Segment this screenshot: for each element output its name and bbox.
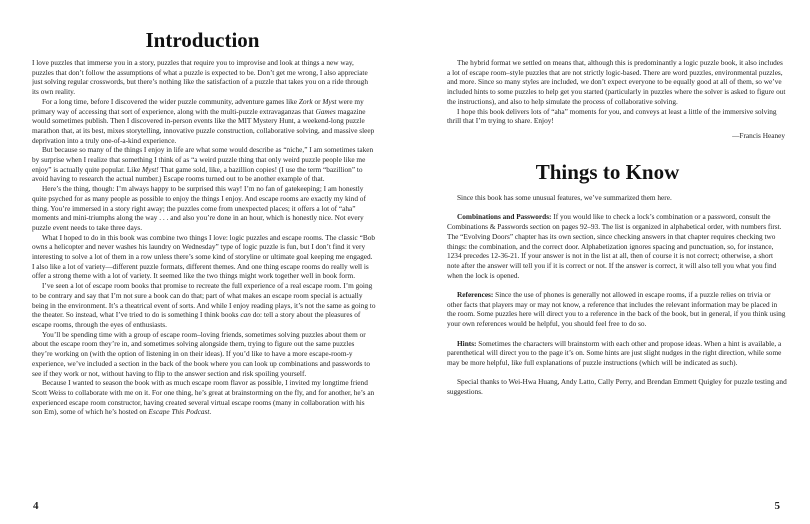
feature-item-references	[447, 290, 787, 329]
feature-label: Hints:	[457, 338, 477, 348]
italic-title: Escape This Podcast	[148, 407, 210, 417]
body-paragraph	[32, 330, 376, 379]
page-number-left: 4	[33, 500, 39, 512]
feature-label: References:	[457, 290, 494, 299]
body-paragraph	[32, 97, 376, 146]
body-paragraph	[32, 281, 376, 330]
feature-text: Sometimes the characters will brainstorm with each other and propose ideas. When a hint is available, a parenthetical will direct you to the page it’s on. Some hints are just slight nudges in the right direction, while some may be more helpful, like full explanations of puzzle instructions (which will be indicated as such).	[447, 338, 782, 367]
things-intro-line: Since this book has some unusual features, we’ve summarized them here.	[457, 193, 672, 202]
paragraph-text: For a long time, before I discovered the wider puzzle community, adventure games like	[42, 96, 299, 106]
paragraph-text: .	[209, 407, 212, 417]
body-paragraph	[32, 184, 376, 233]
page-number-right: 5	[774, 500, 780, 512]
paragraph-text: I’ve seen a lot of escape room books that promise to recreate the full experience of a real escape room. I’m going to be contrary and say that I’m not sure a book can do that; part of what makes an escape room special is actually being in the environment. It’s a theatrical event of sorts. And while I enjoy reading plays, it’s not the same as going to the theater. So instead, what I’ve tried to do is something I think books	[32, 281, 376, 320]
feature-item-combinations	[447, 212, 787, 280]
introduction-continued	[447, 58, 787, 126]
page-title-things-to-know: Things to Know	[535, 160, 680, 184]
italic-title: Zork	[298, 96, 313, 106]
paragraph-text: do: tell a story about the pleasures of escape rooms, through the eyes of enthusiasts.	[32, 310, 361, 329]
intro-paragraph: I hope this book delivers lots of “aha” moments for you, and conveys at least a little of the immersive solving thrill that I’m trying to share. Enjoy!	[447, 106, 777, 126]
paragraph-text: You’ll be spending time with a group of escape room–loving friends, sometimes solving puzzles about them or about the escape room they’re in, and sometimes solving alongside them, trying to figure out the same puzzles they’re working on (with the option of listening in on their ideas). If you’d like to have a more escape-room-y experience, we’ve included a section in the back of the book where you can look up combinations and passwords to see if they work or not, without having to flip to the answer section and risk spoiling yourself.	[32, 329, 370, 378]
body-paragraph	[32, 58, 376, 97]
feature-text: Since the use of phones is generally not allowed in escape rooms, if a puzzle relies on trivia or other facts that players may or may not know, a reference that includes the relevant information may be placed in the room. Some puzzles here will direct you to a reference in the back of the book, but in general, if you think using your own references would be helpful, you should feel free to do so.	[447, 290, 786, 329]
intro-paragraph: The hybrid format we settled on means that, although this is predominantly a logic puzzle book, it also includes a lot of escape room–style puzzles that are not strictly logic-based. There are word puzzles, environmental puzzles, and more. Since so many styles are included, we don’t expect everyone to be equally good at all of them, so we’ve included hints to some puzzles to help get you started (particularly in puzzles where the solver is asked to figure out the instructions), and also to help simulate the process of collaborative solving.	[447, 58, 786, 106]
italic-title: Games	[315, 106, 336, 116]
paragraph-text: were my primary way of accessing that sort of experience, along with the multi-puzzle extravaganzas that	[32, 96, 364, 116]
introduction-body	[32, 58, 376, 488]
paragraph-text: That game sold, like, a bazillion copies! (I use the term “bazillion” to avoid having to research the actual number.) Escape rooms turned out to be another example of that.	[32, 164, 363, 184]
paragraph-text: Because I wanted to season the book with as much escape room flavor as possible, I invited my longtime friend Scott Weiss to collaborate with me on it. For one thing, he’s great at brainstorming on the fly, and for another, he’s an experienced escape room constructor, having created several virtual escape rooms (many in collaboration with his son Em), some of which he’s hosted on	[32, 378, 375, 417]
body-paragraph	[32, 378, 376, 417]
italic-title: Myst	[322, 96, 337, 106]
paragraph-text: I love puzzles that immerse you in a story, puzzles that require you to improvise and look at things a new way, puzzles that don’t follow the assumptions of what a puzzle is expected to be. Don’t get me wrong, I also appreciate just solving regular crosswords, but there’s nothing like the satisfaction of a puzzle that takes you on a ride through its own reality.	[32, 58, 368, 97]
paragraph-text: But because so many of the things I enjoy in life are what some would describe as “niche,” I am sometimes taken by surprise when I realize that something I think of as “a weird puzzle thing that only weird puzzle people like me enjoy” is actually quite popular. Like	[32, 145, 374, 174]
feature-text: If you would like to check a lock’s combination or a password, consult the Combinations & Passwords section on pages 92–93. The list is organized in alphabetical order, with numbers first. The “Evolving Doors” chapter has its own section, since checking answers in that chapter requires checking two things: the combination, and the correct door. Alphabetization ignores spacing and punctuation, so, for instance, 1234 precedes 12-36-21. If your answer is not in the list at all, then of course it is not correct; otherwise, a short note after the answer will tell you if it is correct or not. If the answer is correct, it will also tell you what you find when the lock is opened.	[447, 212, 782, 280]
paragraph-text: or	[312, 96, 323, 106]
body-paragraph	[32, 145, 376, 184]
author-signature: —Francis Heaney	[732, 131, 785, 140]
things-to-know-body	[447, 193, 787, 397]
italic-title: Myst!	[142, 164, 159, 174]
page-title-introduction: Introduction	[145, 28, 260, 52]
right-page	[405, 0, 810, 524]
special-thanks: Special thanks to Wei-Hwa Huang, Andy Latto, Cally Perry, and Brendan Emmett Quigley for puzzle testing and suggestions.	[447, 377, 787, 396]
body-paragraph	[32, 233, 376, 282]
feature-label: Combinations and Passwords:	[457, 212, 552, 222]
paragraph-text: What I hoped to do in this book was combine two things I love: logic puzzles and escape rooms. The classic “Bob owns a helicopter and never washes his laundry on Wednesday” type of logic puzzle is fun, but I don’t find it very interesting to solve a lot of them in a row unless there’s some kind of storyline or ultimate goal keeping me engaged. I also like a lot of variety—different puzzle formats, different themes. And one thing escape rooms do really well is offer a strong theme with a lot of variety. It seemed like the two things might work together well in book form.	[32, 232, 376, 281]
paragraph-text: magazine would sometimes publish. Then I discovered in-person events like the MIT Mystery Hunt, a weekend-long puzzle marathon that, at its best, mixes storytelling, innovative puzzle construction, collaborative solving, and massive sleep deprivation into a truly one-of-a-kind experience.	[32, 106, 375, 145]
feature-item-hints	[447, 339, 787, 368]
italic-title: can	[240, 310, 251, 320]
paragraph-text: Here’s the thing, though: I’m always happy to be surprised this way! I’m no fan of gatekeeping; I am honestly quite psyched for as many people as possible to enjoy the things I enjoy. And escape rooms are exactly my kind of thing. You’re immersed in a story right away; the puzzles come from unexpected places; it offers a lot of “aha” moments and mini-triumphs along the way . . . and also you’re done in an hour, which is honestly nice. Not every puzzle event needs to take three days.	[32, 184, 366, 232]
